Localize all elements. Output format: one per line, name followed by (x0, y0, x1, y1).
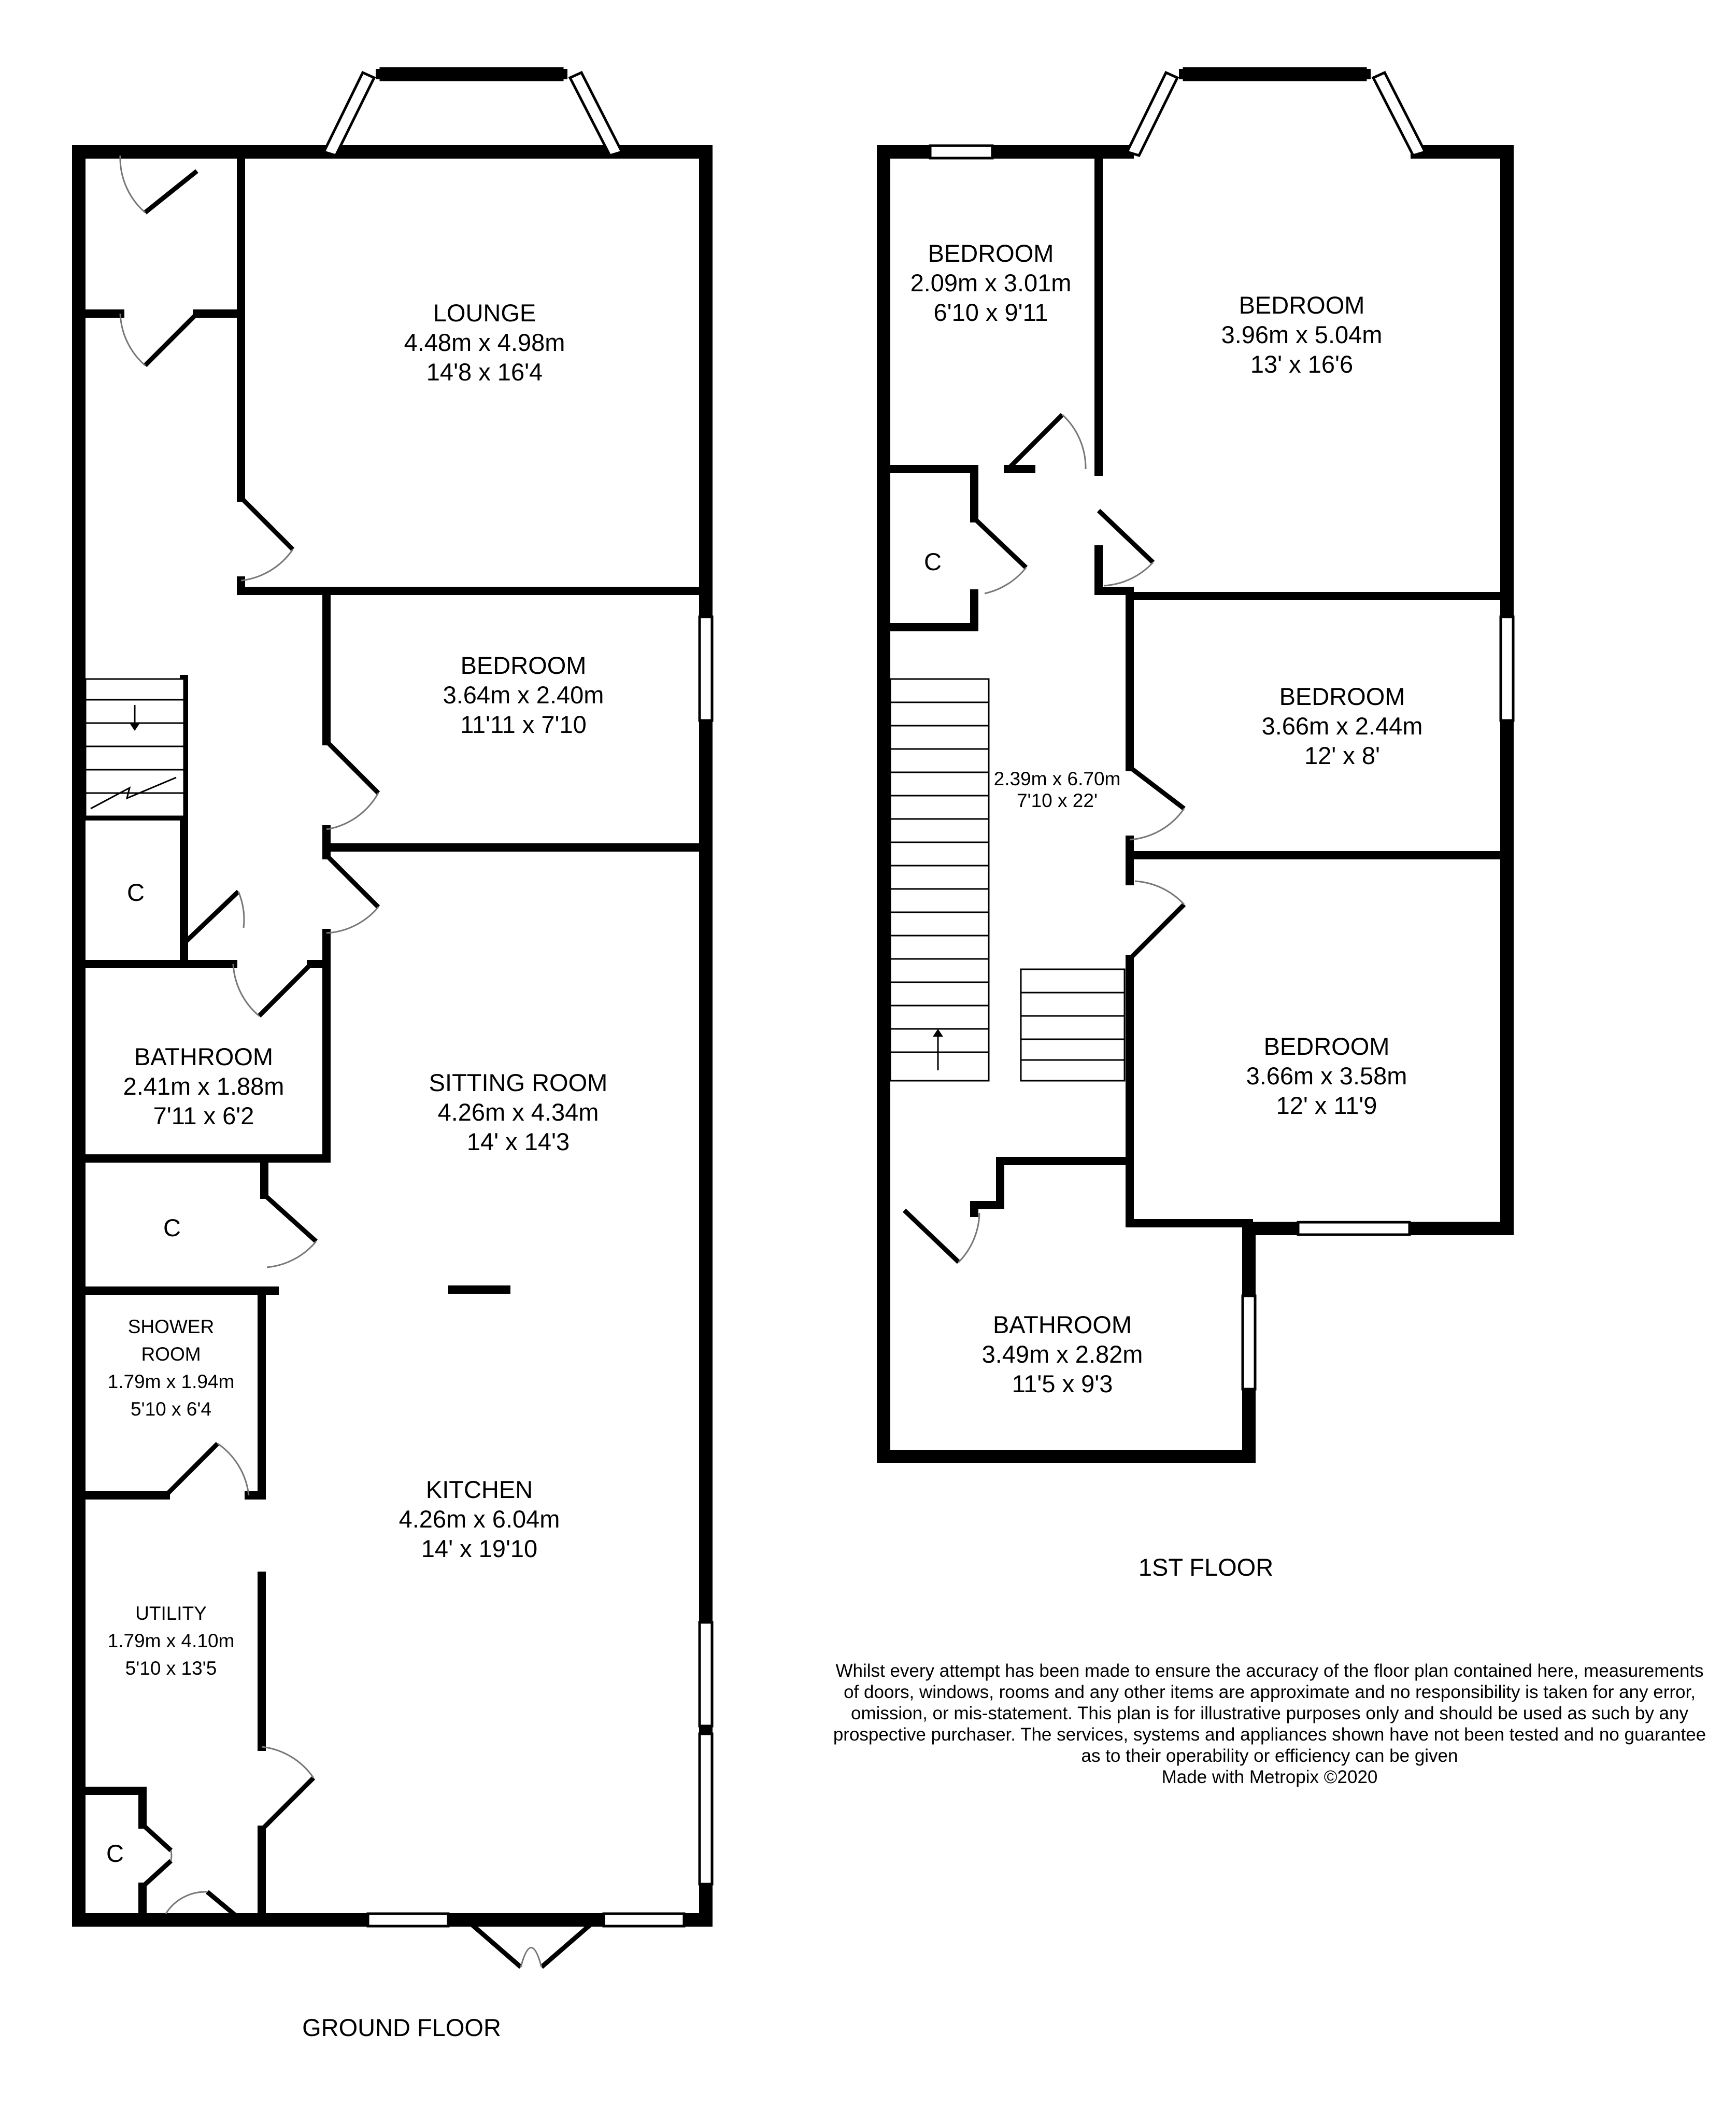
utility-metric: 1.79m x 4.10m (107, 1630, 235, 1651)
landing-imperial: 7'10 x 22' (1016, 790, 1098, 811)
first-floor-stairs (890, 679, 1125, 1081)
sitting-room-metric: 4.26m x 4.34m (437, 1098, 599, 1126)
ground-floor-outer-walls (79, 152, 706, 1920)
landing-metric: 2.39m x 6.70m (993, 768, 1121, 789)
small-bedroom-window (930, 146, 992, 158)
lounge-name: LOUNGE (433, 299, 536, 327)
first-floor-title: 1ST FLOOR (1138, 1553, 1274, 1581)
ground-bathroom-label (123, 1043, 284, 1129)
ground-bathroom-metric: 2.41m x 1.88m (123, 1072, 284, 1100)
shower-room-imperial: 5'10 x 6'4 (130, 1398, 212, 1420)
shower-room-label (108, 1316, 235, 1420)
ground-floor-stairs (86, 679, 184, 816)
kitchen-island (448, 1285, 510, 1294)
ground-bedroom-imperial: 11'11 x 7'10 (460, 711, 587, 738)
mid-bedroom-window (1501, 617, 1513, 720)
sitting-room-imperial: 14' x 14'3 (466, 1128, 570, 1155)
ground-bedroom-metric: 3.64m x 2.40m (443, 681, 604, 709)
kitchen-rear-window-left (368, 1914, 448, 1926)
shower-room-name-2: ROOM (141, 1344, 201, 1365)
kitchen-rear-window-right (604, 1914, 684, 1926)
first-cupboard-label: C (924, 548, 942, 575)
first-bathroom-label (982, 1311, 1143, 1397)
first-bathroom-imperial: 11'5 x 9'3 (1012, 1370, 1113, 1397)
first-bathroom-window (1243, 1296, 1255, 1389)
front-bedroom-name: BEDROOM (1239, 291, 1365, 319)
rear-bedroom-label (1246, 1033, 1407, 1119)
disclaimer-line-1: Whilst every attempt has been made to ensure the accuracy of the floor plan contained here, measurements (835, 1661, 1704, 1681)
disclaimer-line-5: as to their operability or efficiency can be given (1081, 1746, 1458, 1766)
utility-name: UTILITY (135, 1603, 207, 1624)
first-bathroom-name: BATHROOM (992, 1311, 1132, 1338)
bedroom-window (700, 617, 712, 720)
ground-bedroom-label (443, 652, 604, 738)
small-bedroom-imperial: 6'10 x 9'11 (933, 299, 1048, 326)
mid-bedroom-metric: 3.66m x 2.44m (1261, 712, 1423, 740)
ground-bedroom-name: BEDROOM (460, 652, 587, 679)
mid-bedroom-imperial: 12' x 8' (1304, 742, 1380, 769)
kitchen-name: KITCHEN (425, 1476, 533, 1503)
disclaimer-line-2: of doors, windows, rooms and any other items are approximate and no responsibility is taken for any error, (844, 1682, 1696, 1702)
kitchen-label (399, 1476, 560, 1562)
utility-imperial: 5'10 x 13'5 (125, 1658, 217, 1679)
front-bedroom-imperial: 13' x 16'6 (1250, 350, 1354, 378)
mid-bedroom-label (1262, 683, 1423, 769)
rear-bedroom-imperial: 12' x 11'9 (1276, 1092, 1377, 1119)
ground-bathroom-name: BATHROOM (134, 1043, 274, 1070)
front-bedroom-label (1221, 291, 1383, 378)
disclaimer-line-6: Made with Metropix ©2020 (1161, 1767, 1378, 1787)
kitchen-metric: 4.26m x 6.04m (399, 1505, 560, 1533)
front-bedroom-bay-window (1127, 68, 1425, 155)
lounge-imperial: 14'8 x 16'4 (426, 358, 543, 386)
disclaimer-line-4: prospective purchaser. The services, systems and appliances shown have not been tested and no guarantee (833, 1724, 1706, 1745)
cupboard-label-2: C (163, 1214, 181, 1241)
disclaimer (833, 1661, 1706, 1787)
ground-floor-plan (79, 68, 712, 2041)
rear-bedroom-name: BEDROOM (1263, 1033, 1390, 1060)
rear-bedroom-metric: 3.66m x 3.58m (1246, 1062, 1407, 1090)
ground-floor-title: GROUND FLOOR (302, 2014, 501, 2041)
rear-bedroom-window (1298, 1222, 1410, 1235)
lounge-bay-window (324, 68, 622, 155)
front-bedroom-metric: 3.96m x 5.04m (1221, 321, 1383, 348)
small-bedroom-label (910, 239, 1072, 326)
shower-room-metric: 1.79m x 1.94m (107, 1371, 235, 1392)
mid-bedroom-name: BEDROOM (1279, 683, 1405, 710)
cupboard-label-3: C (106, 1840, 124, 1867)
landing-label (994, 768, 1121, 811)
disclaimer-line-3: omission, or mis-statement. This plan is for illustrative purposes only and should be used as such by any (851, 1703, 1688, 1723)
lounge-metric: 4.48m x 4.98m (404, 329, 565, 356)
kitchen-imperial: 14' x 19'10 (421, 1535, 538, 1562)
kitchen-window-lower (700, 1734, 712, 1884)
small-bedroom-metric: 2.09m x 3.01m (910, 269, 1072, 296)
shower-room-name-1: SHOWER (127, 1316, 215, 1337)
cupboard-label-1: C (127, 879, 145, 906)
sitting-room-label (429, 1069, 608, 1155)
ground-bathroom-imperial: 7'11 x 6'2 (153, 1102, 254, 1129)
small-bedroom-name: BEDROOM (928, 239, 1054, 267)
kitchen-window-upper (700, 1622, 712, 1726)
first-floor-plan (884, 68, 1513, 1581)
first-bathroom-metric: 3.49m x 2.82m (981, 1340, 1143, 1368)
utility-label (108, 1603, 235, 1679)
lounge-label (404, 299, 565, 386)
sitting-room-name: SITTING ROOM (429, 1069, 608, 1096)
